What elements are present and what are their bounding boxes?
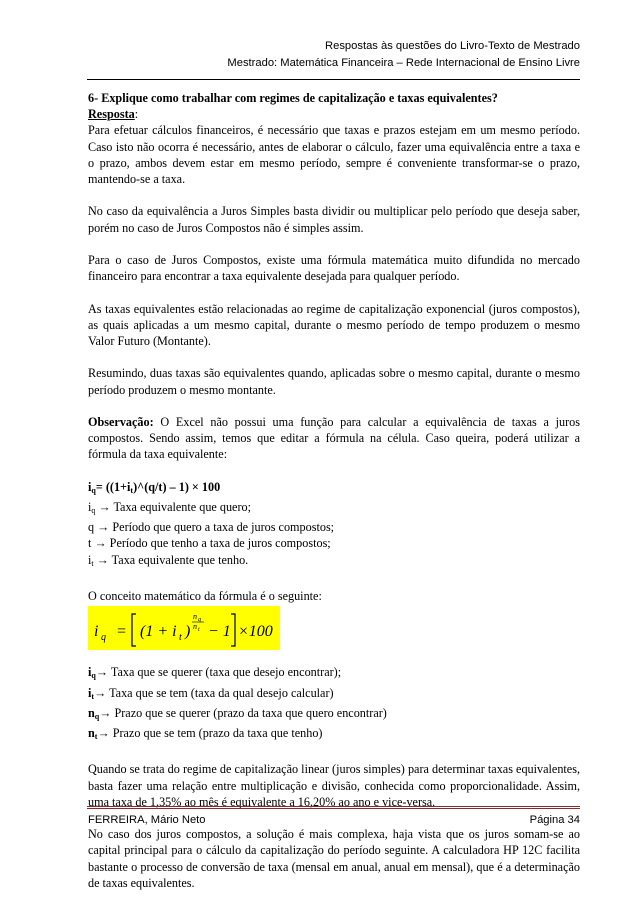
exponent-numerator-sub: q: [198, 617, 201, 624]
footer-rule: [87, 806, 580, 809]
page-body: [88, 90, 580, 891]
observation-label: Observação:: [88, 414, 154, 429]
definition-symbol: t: [88, 536, 92, 551]
paragraph-3: Para o caso de Juros Compostos, existe uma fórmula matemática muito difundida no mercado financeiro para encontrar a taxa equivalente desejada para qualquer período.: [88, 253, 580, 284]
page-header: [227, 38, 580, 72]
definition-symbol: q: [88, 520, 95, 535]
formula-base: (1 + i: [140, 623, 177, 641]
definition-text: → Período que tenho a taxa de juros compostos;: [91, 536, 331, 551]
left-bracket-icon: [132, 614, 136, 646]
definition-symbol: $i_q$: [88, 499, 96, 515]
answer-label-line: Resposta:: [88, 107, 139, 122]
definition-line: [88, 705, 580, 725]
definition-text: → Prazo que se querer (prazo da taxa que quero encontrar): [99, 705, 387, 720]
header-line-1: Respostas às questões do Livro-Texto de Mestrado: [325, 40, 580, 52]
formula-lhs-sub: q: [101, 632, 106, 644]
question-heading: 6- Explique como trabalhar com regimes de capitalização e taxas equivalentes?: [88, 91, 498, 105]
formula-minus-one: − 1: [208, 623, 231, 641]
definition-text: → Taxa equivalente que quero;: [95, 499, 252, 514]
definition-line: [88, 499, 580, 519]
definition-text: → Taxa que se querer (taxa que desejo encontrar);: [95, 665, 342, 680]
definition-line: [88, 664, 580, 684]
formula-svg: [92, 608, 274, 648]
formula-lhs: i: [94, 623, 99, 641]
paragraph-1: Para efetuar cálculos financeiros, é necessário que taxas e prazos estejam em um mesmo período. Caso isto não ocorra é necessário, antes de elaborar o cálculo, fazer uma equivalência entre a taxa e o prazo, ambos devem estar em mesmo período, sempre é conveniente transformar-se o prazo, mantendo-se a taxa.: [88, 123, 580, 187]
definition-line: [88, 725, 580, 745]
footer-author: FERREIRA, Mário Neto: [88, 814, 206, 826]
definition-line: [88, 519, 580, 535]
variable-definitions-2: [88, 664, 580, 745]
concept-line: O conceito matemático da fórmula é o seguinte:: [88, 588, 322, 603]
header-line-2: Mestrado: Matemática Financeira – Rede Internacional de Ensino Livre: [227, 57, 580, 69]
definition-symbol: $i_q$: [88, 665, 96, 681]
definition-text: → Período que quero a taxa de juros compostos;: [94, 520, 335, 535]
formula-base-sub: t: [179, 632, 182, 644]
exponent-denominator: n: [193, 622, 197, 632]
definition-symbol: $i_t$: [88, 685, 95, 701]
paragraph-4: As taxas equivalentes estão relacionadas ao regime de capitalização exponencial (juros compostos), as quais aplicadas a um mesmo capital, durante o mesmo período de tempo produzem o mesmo Valor Futuro (Montante).: [88, 301, 580, 348]
exponent-numerator: n: [193, 612, 197, 622]
definition-symbol: $n_t$: [88, 726, 98, 741]
definition-line: [88, 552, 580, 572]
paragraph-5: Resumindo, duas taxas são equivalentes quando, aplicadas sobre o mesmo capital, durante o mesmo período produzem o mesmo montante.: [88, 366, 580, 397]
right-bracket-icon: [231, 614, 235, 646]
excel-formula: $i_q=$ $((1+i_t)\^{}(q/t) - 1) \times 100$: [88, 479, 221, 495]
definition-symbol: $n_q$: [88, 705, 100, 721]
paragraph-2: No caso da equivalência a Juros Simples basta dividir ou multiplicar pelo período que deseja saber, porém no caso de Juros Compostos não é simples assim.: [88, 204, 580, 235]
definition-line: [88, 535, 580, 551]
exponent-denominator-sub: t: [198, 627, 200, 634]
math-formula: [88, 606, 280, 650]
paragraph-6: Quando se trata do regime de capitalização linear (juros simples) para determinar taxas equivalentes, basta fazer uma relação entre multiplicação e divisão, conhecida como proporcionalidade. Assim, uma taxa de 1,35% ao mês é equivalente a 16,20% ao ano e vice-versa.: [88, 762, 580, 809]
definition-text: → Taxa equivalente que tenho.: [93, 552, 249, 567]
definition-text: → Prazo que se tem (prazo da taxa que tenho): [97, 726, 323, 740]
observation-text: O Excel não possui uma função para calcular a equivalência de taxas a juros compostos. Sendo assim, temos que editar a fórmula na célula. Caso queira, poderá utilizar a fórmula da taxa equivalente:: [88, 414, 580, 462]
answer-label: Resposta: [88, 107, 135, 122]
observation-paragraph: [88, 414, 580, 463]
formula-close-paren: ): [185, 623, 191, 641]
header-rule: [87, 79, 580, 80]
formula-times-100: ×100: [238, 623, 273, 641]
paragraph-7: No caso dos juros compostos, a solução é mais complexa, haja vista que os juros somam-se ao capital principal para o cálculo da capitalização do período seguinte. A calculadora HP 12C facilita bastante o processo de conversão de taxa (mensal em anual, anual em mensal), que é a determinação de taxas equivalentes.: [88, 827, 580, 890]
formula-equals: =: [116, 623, 127, 641]
variable-definitions-1: [88, 499, 580, 572]
definition-line: [88, 685, 580, 705]
definition-symbol: $i_t$: [88, 552, 94, 568]
definition-text: → Taxa que se tem (taxa da qual desejo calcular): [94, 685, 334, 700]
footer-page-number: Página 34: [529, 814, 580, 826]
